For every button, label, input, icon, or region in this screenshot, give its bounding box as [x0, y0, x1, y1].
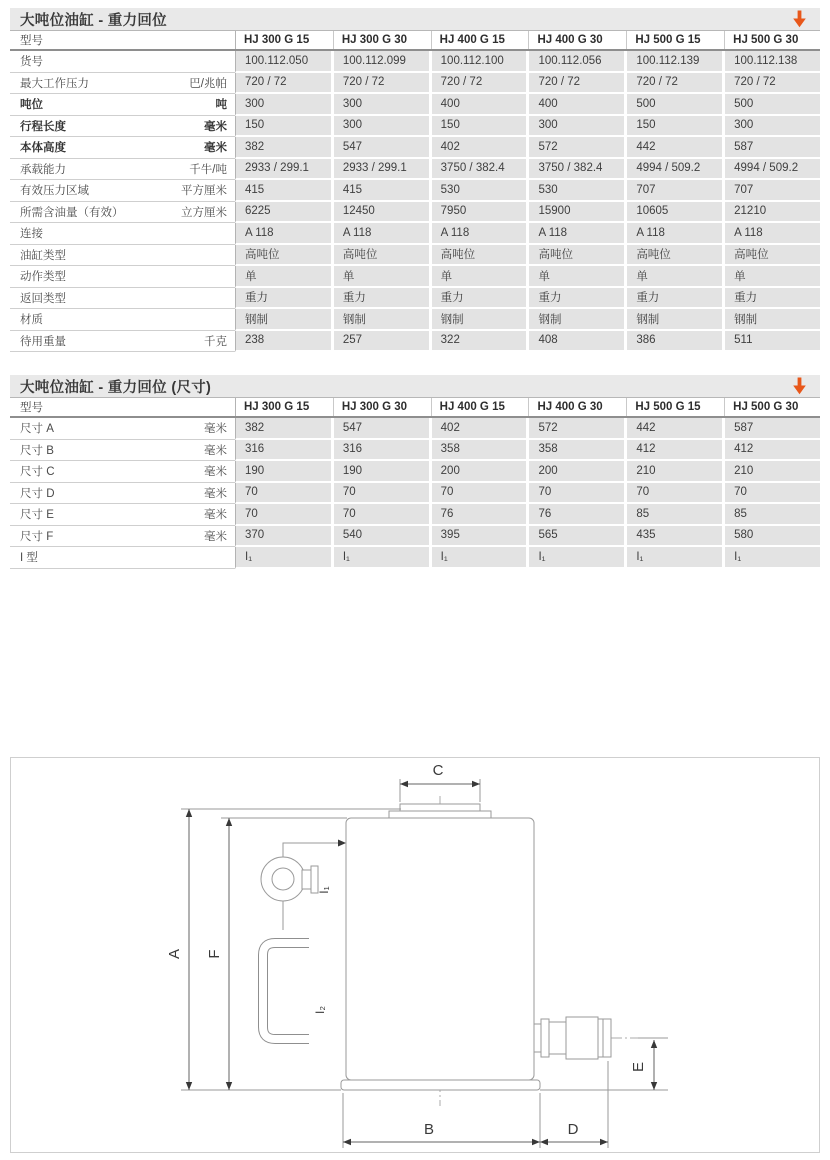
column-header: HJ 400 G 15	[429, 31, 527, 49]
value-cell: 150	[235, 116, 331, 138]
table-row	[10, 202, 820, 224]
value-cell: 钢制	[722, 309, 820, 331]
value-cell: 单	[722, 266, 820, 288]
down-arrow-icon[interactable]	[792, 10, 807, 28]
row-unit: 毫米	[204, 444, 227, 457]
table-row	[10, 461, 820, 483]
base-plate	[341, 1080, 540, 1090]
saddle-upper-plate	[400, 804, 480, 811]
dim-F	[226, 818, 232, 1090]
leader-arrow	[338, 839, 346, 846]
value-cell: 415	[331, 180, 429, 202]
value-cell: 高吨位	[722, 245, 820, 267]
row-header-cell	[10, 288, 235, 310]
spec-header-row	[10, 30, 820, 51]
value-cell: 382	[235, 137, 331, 159]
row-label: 连接	[20, 228, 43, 241]
value-cell: 408	[526, 331, 624, 353]
column-header: HJ 300 G 15	[235, 31, 331, 49]
value-cell: 720 / 72	[722, 73, 820, 95]
row-label: 行程长度	[20, 120, 66, 133]
dim-D	[540, 1138, 608, 1144]
value-cell: I₁	[624, 547, 722, 569]
value-cell: 435	[624, 526, 722, 548]
down-arrow-icon[interactable]	[792, 377, 807, 395]
value-cell: A 118	[526, 223, 624, 245]
value-cell: A 118	[624, 223, 722, 245]
row-unit: 毫米	[204, 423, 227, 436]
value-cell: I₁	[722, 547, 820, 569]
dim-F-label: F	[206, 948, 223, 959]
row-unit: 毫米	[204, 120, 227, 133]
table-row	[10, 309, 820, 331]
column-header: HJ 300 G 30	[331, 31, 429, 49]
row-label: 货号	[20, 56, 43, 69]
column-header: HJ 400 G 15	[429, 398, 527, 416]
row-label: 尺寸 B	[20, 444, 54, 457]
value-cell: I₁	[331, 547, 429, 569]
dimension-diagram	[10, 757, 820, 1153]
spec-table-body	[10, 51, 820, 352]
value-cell: 重力	[235, 288, 331, 310]
row-unit: 千牛/吨	[189, 163, 227, 176]
row-unit: 毫米	[204, 509, 227, 522]
value-cell: 150	[624, 116, 722, 138]
table-row	[10, 547, 820, 569]
value-cell: 钢制	[235, 309, 331, 331]
value-cell: 85	[624, 504, 722, 526]
row-unit: 平方厘米	[181, 185, 227, 198]
row-header-cell	[10, 94, 235, 116]
value-cell: 395	[429, 526, 527, 548]
value-cell: 100.112.099	[331, 51, 429, 73]
row-header-cell	[10, 547, 235, 569]
dim-A	[186, 809, 192, 1090]
value-cell: 300	[331, 94, 429, 116]
value-cell: 190	[235, 461, 331, 483]
dimensions-section-title: 大吨位油缸 - 重力回位 (尺寸)	[20, 379, 212, 396]
value-cell: 412	[722, 440, 820, 462]
value-cell: 重力	[526, 288, 624, 310]
row-header-cell	[10, 526, 235, 548]
value-cell: 210	[722, 461, 820, 483]
row-unit: 巴/兆帕	[189, 77, 227, 90]
value-cell: 442	[624, 137, 722, 159]
row-label: 本体高度	[20, 142, 66, 155]
value-cell: 重力	[331, 288, 429, 310]
value-cell: 70	[429, 483, 527, 505]
dim-E-label: E	[630, 1061, 647, 1072]
dim-B-label: B	[423, 1120, 435, 1138]
value-cell: 300	[722, 116, 820, 138]
column-header: HJ 500 G 15	[624, 398, 722, 416]
table-row	[10, 418, 820, 440]
value-cell: 高吨位	[235, 245, 331, 267]
value-cell: 单	[624, 266, 722, 288]
value-cell: 210	[624, 461, 722, 483]
value-cell: A 118	[429, 223, 527, 245]
row-header-cell	[10, 73, 235, 95]
value-cell: 200	[526, 461, 624, 483]
value-cell: 10605	[624, 202, 722, 224]
value-cell: 511	[722, 331, 820, 353]
eye-label: I₁	[317, 885, 331, 894]
value-cell: 100.112.100	[429, 51, 527, 73]
row-label: 动作类型	[20, 271, 66, 284]
row-header-cell	[10, 159, 235, 181]
dim-D-label: D	[567, 1120, 579, 1138]
value-cell: 76	[526, 504, 624, 526]
value-cell: 6225	[235, 202, 331, 224]
row-unit: 立方厘米	[181, 206, 227, 219]
row-header-cell	[10, 504, 235, 526]
column-header-model-label: 型号	[20, 402, 43, 414]
value-cell: 高吨位	[429, 245, 527, 267]
table-row	[10, 266, 820, 288]
value-cell: 100.112.139	[624, 51, 722, 73]
value-cell: 300	[331, 116, 429, 138]
value-cell: 单	[429, 266, 527, 288]
value-cell: 单	[331, 266, 429, 288]
column-header: HJ 500 G 30	[722, 398, 820, 416]
table-row	[10, 116, 820, 138]
value-cell: 70	[235, 483, 331, 505]
value-cell: 85	[722, 504, 820, 526]
row-unit: 毫米	[204, 466, 227, 479]
row-header-cell	[10, 418, 235, 440]
value-cell: I₁	[526, 547, 624, 569]
value-cell: 442	[624, 418, 722, 440]
dimensions-header-row	[10, 397, 820, 418]
column-header: HJ 500 G 30	[722, 31, 820, 49]
value-cell: 100.112.050	[235, 51, 331, 73]
value-cell: A 118	[722, 223, 820, 245]
value-cell: 322	[429, 331, 527, 353]
column-header: HJ 500 G 15	[624, 31, 722, 49]
value-cell: 3750 / 382.4	[526, 159, 624, 181]
row-label: 待用重量	[20, 335, 66, 348]
row-label: 所需含油量（有效）	[20, 206, 124, 219]
value-cell: 238	[235, 331, 331, 353]
row-header-cell	[10, 116, 235, 138]
lifting-eye	[261, 839, 346, 930]
value-cell: 70	[331, 483, 429, 505]
spec-section-title: 大吨位油缸 - 重力回位	[20, 12, 167, 29]
row-header-cell	[10, 223, 235, 245]
dim-A-label: A	[166, 948, 183, 959]
cylinder-drawing	[11, 758, 819, 1152]
column-header: HJ 300 G 30	[331, 398, 429, 416]
value-cell: 高吨位	[624, 245, 722, 267]
value-cell: 重力	[624, 288, 722, 310]
table-row	[10, 440, 820, 462]
value-cell: 70	[624, 483, 722, 505]
column-header-model-label: 型号	[20, 35, 43, 47]
value-cell: 580	[722, 526, 820, 548]
dim-E	[651, 1040, 657, 1090]
row-label: 承载能力	[20, 163, 66, 176]
value-cell: 钢制	[331, 309, 429, 331]
table-row	[10, 180, 820, 202]
row-unit: 千克	[204, 335, 227, 348]
row-label: 尺寸 E	[20, 509, 54, 522]
table-row	[10, 159, 820, 181]
row-unit: 毫米	[204, 530, 227, 543]
dim-B	[343, 1138, 540, 1144]
value-cell: 587	[722, 137, 820, 159]
column-header: HJ 400 G 30	[526, 398, 624, 416]
saddle-lower-plate	[389, 811, 491, 818]
dimensions-table-body	[10, 418, 820, 569]
value-cell: 70	[526, 483, 624, 505]
value-cell: 重力	[429, 288, 527, 310]
value-cell: 高吨位	[526, 245, 624, 267]
row-header-cell	[10, 309, 235, 331]
value-cell: 钢制	[526, 309, 624, 331]
value-cell: A 118	[235, 223, 331, 245]
value-cell: 单	[526, 266, 624, 288]
value-cell: 707	[722, 180, 820, 202]
value-cell: 530	[429, 180, 527, 202]
value-cell: 3750 / 382.4	[429, 159, 527, 181]
value-cell: 高吨位	[331, 245, 429, 267]
row-label: 最大工作压力	[20, 77, 89, 90]
value-cell: 200	[429, 461, 527, 483]
value-cell: 540	[331, 526, 429, 548]
value-cell: 720 / 72	[235, 73, 331, 95]
value-cell: 2933 / 299.1	[235, 159, 331, 181]
spec-table-section	[10, 8, 820, 352]
value-cell: 572	[526, 137, 624, 159]
value-cell: 547	[331, 418, 429, 440]
value-cell: 316	[331, 440, 429, 462]
row-unit: 毫米	[204, 142, 227, 155]
table-row	[10, 504, 820, 526]
table-row	[10, 245, 820, 267]
row-label: 有效压力区域	[20, 185, 89, 198]
value-cell: 150	[429, 116, 527, 138]
cylinder-body	[341, 804, 540, 1090]
table-row	[10, 137, 820, 159]
value-cell: 565	[526, 526, 624, 548]
value-cell: 钢制	[624, 309, 722, 331]
value-cell: I₁	[429, 547, 527, 569]
value-cell: 720 / 72	[526, 73, 624, 95]
row-header-cell	[10, 266, 235, 288]
row-label: 尺寸 D	[20, 487, 55, 500]
value-cell: 4994 / 509.2	[722, 159, 820, 181]
dimensions-table-section	[10, 375, 820, 569]
value-cell: 382	[235, 418, 331, 440]
row-header-cell	[10, 440, 235, 462]
value-cell: 500	[722, 94, 820, 116]
value-cell: 720 / 72	[331, 73, 429, 95]
row-label: 尺寸 C	[20, 466, 55, 479]
row-label: 尺寸 F	[20, 530, 54, 543]
value-cell: 572	[526, 418, 624, 440]
value-cell: 190	[331, 461, 429, 483]
row-label: I 型	[20, 552, 38, 565]
dimensions-title-bar	[10, 375, 820, 397]
value-cell: 257	[331, 331, 429, 353]
value-cell: 316	[235, 440, 331, 462]
row-label: 尺寸 A	[20, 423, 54, 436]
value-cell: 7950	[429, 202, 527, 224]
hydraulic-port	[534, 1017, 611, 1059]
table-row	[10, 288, 820, 310]
row-label: 吨位	[20, 99, 43, 112]
value-cell: 547	[331, 137, 429, 159]
value-cell: 400	[429, 94, 527, 116]
value-cell: 300	[235, 94, 331, 116]
value-cell: 70	[331, 504, 429, 526]
value-cell: 70	[235, 504, 331, 526]
handle-label: I₂	[313, 1005, 327, 1014]
value-cell: 21210	[722, 202, 820, 224]
value-cell: 15900	[526, 202, 624, 224]
value-cell: I₁	[235, 547, 331, 569]
spec-title-bar	[10, 8, 820, 30]
row-label: 返回类型	[20, 292, 66, 305]
value-cell: 100.112.056	[526, 51, 624, 73]
value-cell: 70	[722, 483, 820, 505]
value-cell: 单	[235, 266, 331, 288]
value-cell: 412	[624, 440, 722, 462]
value-cell: 358	[526, 440, 624, 462]
row-header-cell	[10, 51, 235, 73]
table-row	[10, 483, 820, 505]
value-cell: 386	[624, 331, 722, 353]
row-header-cell	[10, 331, 235, 353]
value-cell: 358	[429, 440, 527, 462]
value-cell: 370	[235, 526, 331, 548]
row-header-cell	[10, 483, 235, 505]
dim-C-label: C	[432, 761, 444, 779]
table-row	[10, 526, 820, 548]
value-cell: 500	[624, 94, 722, 116]
row-header-cell	[10, 245, 235, 267]
row-header-cell	[10, 137, 235, 159]
value-cell: 720 / 72	[429, 73, 527, 95]
row-unit: 毫米	[204, 487, 227, 500]
row-unit: 吨	[215, 99, 227, 112]
value-cell: 2933 / 299.1	[331, 159, 429, 181]
table-row	[10, 73, 820, 95]
value-cell: 707	[624, 180, 722, 202]
value-cell: 400	[526, 94, 624, 116]
table-row	[10, 51, 820, 73]
column-header: HJ 400 G 30	[526, 31, 624, 49]
value-cell: 402	[429, 137, 527, 159]
carry-handle	[263, 943, 309, 1039]
value-cell: 415	[235, 180, 331, 202]
value-cell: 100.112.138	[722, 51, 820, 73]
value-cell: 4994 / 509.2	[624, 159, 722, 181]
value-cell: 402	[429, 418, 527, 440]
column-header: HJ 300 G 15	[235, 398, 331, 416]
value-cell: 12450	[331, 202, 429, 224]
value-cell: 300	[526, 116, 624, 138]
value-cell: 530	[526, 180, 624, 202]
row-header-cell	[10, 202, 235, 224]
value-cell: A 118	[331, 223, 429, 245]
value-cell: 720 / 72	[624, 73, 722, 95]
row-header-cell	[10, 180, 235, 202]
table-row	[10, 94, 820, 116]
value-cell: 587	[722, 418, 820, 440]
value-cell: 重力	[722, 288, 820, 310]
table-row	[10, 223, 820, 245]
value-cell: 钢制	[429, 309, 527, 331]
row-label: 材质	[20, 314, 43, 327]
value-cell: 76	[429, 504, 527, 526]
table-row	[10, 331, 820, 353]
row-label: 油缸类型	[20, 249, 66, 262]
row-header-cell	[10, 461, 235, 483]
dim-C	[400, 780, 480, 786]
